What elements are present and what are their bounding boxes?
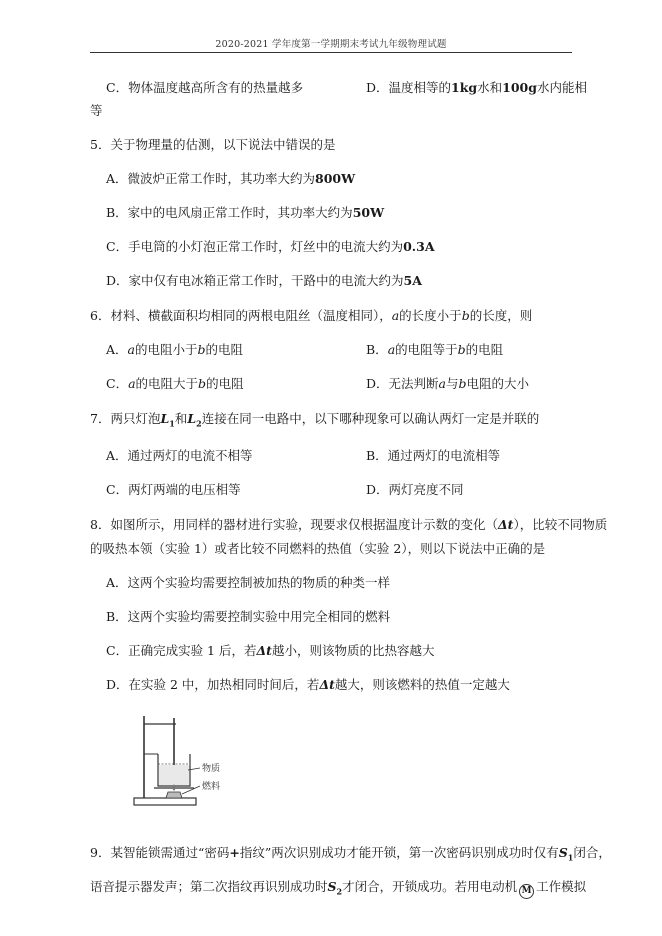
header-rule [90, 52, 572, 53]
q8-option-a: A．这两个实验均需要控制被加热的物质的种类一样 [106, 575, 391, 590]
q8-stem-line1: 8．如图所示，用同样的器材进行实验，现要求仅根据温度计示数的变化（Δt），比较不同物质 [90, 517, 608, 532]
q4-option-d: D．温度相等的1kg水和100g水内能相 [366, 80, 588, 95]
q4-option-d-cont: 等 [90, 103, 103, 118]
q7-option-c: C．两灯两端的电压相等 [106, 482, 241, 497]
q7-option-b: B．通过两灯的电流相等 [366, 448, 501, 463]
q6-stem: 6．材料、横截面积均相同的两根电阻丝（温度相同），a的长度小于b的长度，则 [90, 308, 533, 323]
q7-stem: 7．两只灯泡$L_1$和$L_2$连接在同一电路中，以下哪种现象可以确认两灯一定是并联的 [90, 411, 540, 429]
q6-option-c: C．a的电阻大于b的电阻 [106, 376, 244, 391]
liquid [159, 765, 189, 785]
q5-option-b: B．家中的电风扇正常工作时，其功率大约为50W [106, 205, 385, 220]
stand-base [134, 798, 196, 805]
motor-icon: M [519, 884, 534, 899]
q6-option-d: D．无法判断a与b电阻的大小 [366, 376, 530, 391]
fuel-burner [166, 792, 182, 798]
q5-option-c: C．手电筒的小灯泡正常工作时，灯丝中的电流大约为0.3A [106, 239, 435, 254]
q4-option-c: C．物体温度越高所含有的热量越多 [106, 80, 304, 95]
q8-option-d: D．在实验 2 中，加热相同时间后，若Δt越大，则该燃料的热值一定越大 [106, 677, 510, 692]
q6-option-a: A．a的电阻小于b的电阻 [106, 342, 244, 357]
label-fuel: 燃料 [202, 782, 221, 792]
q5-option-a: A．微波炉正常工作时，其功率大约为800W [106, 171, 356, 186]
leader-fuel [182, 786, 200, 794]
q9-stem-line1: 9．某智能锁需通过“密码+指纹”两次识别成功才能开锁，第一次密码识别成功时仅有$S_1$闭合， [90, 845, 611, 863]
q5-option-d: D．家中仅有电冰箱正常工作时，干路中的电流大约为5A [106, 273, 422, 288]
q8-stem-line2: 的吸热本领（实验 1）或者比较不同燃料的热值（实验 2），则以下说法中正确的是 [90, 541, 546, 556]
q8-option-c: C．正确完成实验 1 后，若Δt越小，则该物质的比热容越大 [106, 643, 435, 658]
q7-option-a: A．通过两灯的电流不相等 [106, 448, 253, 463]
q6-option-b: B．a的电阻等于b的电阻 [366, 342, 504, 357]
q7-option-d: D．两灯亮度不同 [366, 482, 464, 497]
flame-icon [173, 784, 176, 791]
page-header: 2020-2021 学年度第一学期期末考试九年级物理试题 [215, 39, 447, 50]
q5-stem: 5．关于物理量的估测，以下说法中错误的是 [90, 137, 336, 152]
label-substance: 物质 [202, 764, 221, 774]
heating-apparatus-figure [128, 712, 236, 810]
q9-stem-line2: 语音提示器发声；第二次指纹再识别成功时$S_2$才闭合，开锁成功。若用电动机 M 工作模拟 [90, 879, 586, 900]
q8-option-b: B．这两个实验均需要控制实验中用完全相同的燃料 [106, 609, 391, 624]
